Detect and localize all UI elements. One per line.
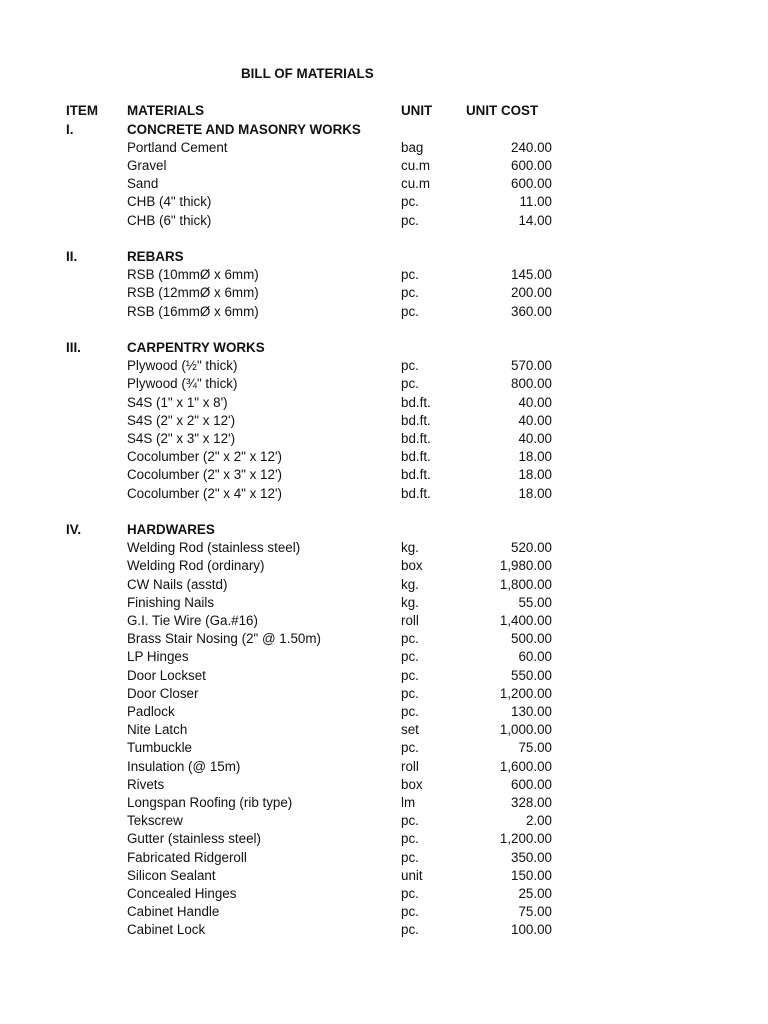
material-name: Gravel xyxy=(127,157,167,173)
material-name: Plywood (¾" thick) xyxy=(127,376,238,392)
material-name: Door Closer xyxy=(127,685,199,701)
material-name: RSB (12mmØ x 6mm) xyxy=(127,285,259,301)
material-name: Finishing Nails xyxy=(127,594,215,610)
material-unit: pc. xyxy=(401,303,419,319)
page-title: BILL OF MATERIALS xyxy=(241,66,374,81)
table-row xyxy=(0,430,768,448)
material-unit-cost: 360.00 xyxy=(511,303,552,319)
material-unit-cost: 240.00 xyxy=(511,139,552,155)
table-row xyxy=(0,630,768,648)
material-unit-cost: 200.00 xyxy=(511,285,552,301)
material-unit: unit xyxy=(401,867,423,883)
material-unit: pc. xyxy=(401,703,419,719)
material-name: Cocolumber (2" x 2" x 12') xyxy=(127,449,282,465)
table-row xyxy=(0,557,768,575)
material-unit: roll xyxy=(401,758,419,774)
material-unit: pc. xyxy=(401,631,419,647)
table-row xyxy=(0,157,768,175)
material-unit-cost: 150.00 xyxy=(511,867,552,883)
table-row xyxy=(0,648,768,666)
material-name: G.I. Tie Wire (Ga.#16) xyxy=(127,612,258,628)
material-unit: pc. xyxy=(401,667,419,683)
table-row xyxy=(0,466,768,484)
material-unit-cost: 500.00 xyxy=(511,631,552,647)
material-name: Cabinet Lock xyxy=(127,922,206,938)
table-row xyxy=(0,667,768,685)
section-name: REBARS xyxy=(127,248,184,264)
material-name: Cabinet Handle xyxy=(127,904,220,920)
table-row xyxy=(0,594,768,612)
material-unit-cost: 1,200.00 xyxy=(499,685,552,701)
material-unit: pc. xyxy=(401,740,419,756)
material-unit-cost: 1,200.00 xyxy=(499,831,552,847)
material-name: Tekscrew xyxy=(127,813,183,829)
material-name: S4S (2" x 3" x 12') xyxy=(127,430,236,446)
material-unit: pc. xyxy=(401,904,419,920)
table-row xyxy=(0,685,768,703)
table-row xyxy=(0,284,768,302)
material-unit-cost: 145.00 xyxy=(511,267,552,283)
material-name: Portland Cement xyxy=(127,139,228,155)
material-unit-cost: 40.00 xyxy=(518,412,552,428)
material-unit: pc. xyxy=(401,831,419,847)
material-unit-cost: 1,000.00 xyxy=(499,722,552,738)
section-numeral: IV. xyxy=(66,521,82,537)
header-materials: MATERIALS xyxy=(127,103,205,118)
material-name: Sand xyxy=(127,176,159,192)
header-item: ITEM xyxy=(66,103,98,118)
material-name: S4S (1" x 1" x 8') xyxy=(127,394,228,410)
material-unit: pc. xyxy=(401,212,419,228)
section-heading-row xyxy=(0,121,768,139)
material-name: CHB (4" thick) xyxy=(127,194,212,210)
table-row xyxy=(0,739,768,757)
material-unit: pc. xyxy=(401,885,419,901)
table-row xyxy=(0,849,768,867)
material-unit-cost: 14.00 xyxy=(518,212,552,228)
material-unit-cost: 1,800.00 xyxy=(499,576,552,592)
section-name: HARDWARES xyxy=(127,521,215,537)
material-unit-cost: 600.00 xyxy=(511,157,552,173)
material-name: Silicon Sealant xyxy=(127,867,216,883)
table-row xyxy=(0,830,768,848)
material-unit: box xyxy=(401,558,423,574)
material-unit-cost: 11.00 xyxy=(519,194,552,210)
section-name: CARPENTRY WORKS xyxy=(127,339,265,355)
material-name: Welding Rod (stainless steel) xyxy=(127,540,301,556)
material-unit-cost: 350.00 xyxy=(511,849,552,865)
table-row xyxy=(0,485,768,503)
table-row xyxy=(0,139,768,157)
material-name: Door Lockset xyxy=(127,667,206,683)
material-name: Insulation (@ 15m) xyxy=(127,758,241,774)
table-row xyxy=(0,703,768,721)
table-row xyxy=(0,921,768,939)
material-unit: pc. xyxy=(401,813,419,829)
material-unit-cost: 75.00 xyxy=(518,904,552,920)
material-unit-cost: 18.00 xyxy=(518,467,552,483)
material-unit-cost: 1,600.00 xyxy=(499,758,552,774)
material-unit: box xyxy=(401,776,423,792)
section-heading-row xyxy=(0,339,768,357)
material-unit-cost: 18.00 xyxy=(518,449,552,465)
section-heading-row xyxy=(0,521,768,539)
table-row xyxy=(0,212,768,230)
material-unit-cost: 800.00 xyxy=(511,376,552,392)
material-unit-cost: 55.00 xyxy=(518,594,552,610)
material-unit: bd.ft. xyxy=(401,449,431,465)
material-unit-cost: 130.00 xyxy=(511,703,552,719)
material-unit: lm xyxy=(401,794,416,810)
material-unit-cost: 60.00 xyxy=(518,649,552,665)
table-row xyxy=(0,721,768,739)
table-row xyxy=(0,412,768,430)
material-unit: pc. xyxy=(401,922,419,938)
material-unit-cost: 40.00 xyxy=(518,430,552,446)
material-unit-cost: 328.00 xyxy=(511,794,552,810)
material-name: Gutter (stainless steel) xyxy=(127,831,261,847)
table-row xyxy=(0,357,768,375)
section-heading-row xyxy=(0,248,768,266)
material-unit: bd.ft. xyxy=(401,485,431,501)
material-unit: roll xyxy=(401,612,419,628)
material-name: Welding Rod (ordinary) xyxy=(127,558,265,574)
material-unit-cost: 2.00 xyxy=(525,813,552,829)
material-unit: set xyxy=(401,722,419,738)
table-row xyxy=(0,448,768,466)
material-name: Nite Latch xyxy=(127,722,188,738)
table-header-row xyxy=(0,102,768,120)
material-unit-cost: 570.00 xyxy=(511,358,552,374)
table-row xyxy=(0,885,768,903)
material-name: Tumbuckle xyxy=(127,740,192,756)
table-row xyxy=(0,394,768,412)
table-row xyxy=(0,303,768,321)
section-numeral: II. xyxy=(66,248,78,264)
table-row xyxy=(0,776,768,794)
material-unit: kg. xyxy=(401,540,419,556)
header-unit-cost: UNIT COST xyxy=(466,103,539,118)
header-unit: UNIT xyxy=(401,103,433,118)
table-row xyxy=(0,375,768,393)
section-name: CONCRETE AND MASONRY WORKS xyxy=(127,121,361,137)
material-unit: bd.ft. xyxy=(401,430,431,446)
material-unit-cost: 550.00 xyxy=(511,667,552,683)
material-unit-cost: 600.00 xyxy=(511,176,552,192)
material-name: Rivets xyxy=(127,776,165,792)
material-name: CHB (6" thick) xyxy=(127,212,212,228)
material-unit: pc. xyxy=(401,267,419,283)
material-unit-cost: 600.00 xyxy=(511,776,552,792)
table-row xyxy=(0,539,768,557)
material-name: Cocolumber (2" x 3" x 12') xyxy=(127,467,282,483)
table-row xyxy=(0,794,768,812)
table-row xyxy=(0,266,768,284)
material-name: LP Hinges xyxy=(127,649,189,665)
material-unit: kg. xyxy=(401,594,419,610)
material-name: RSB (16mmØ x 6mm) xyxy=(127,303,259,319)
section-numeral: III. xyxy=(66,339,81,355)
material-name: Concealed Hinges xyxy=(127,885,237,901)
material-unit-cost: 1,400.00 xyxy=(499,612,552,628)
material-unit-cost: 25.00 xyxy=(518,885,552,901)
material-unit: cu.m xyxy=(401,176,431,192)
material-name: Brass Stair Nosing (2" @ 1.50m) xyxy=(127,631,321,647)
material-name: CW Nails (asstd) xyxy=(127,576,228,592)
material-name: RSB (10mmØ x 6mm) xyxy=(127,267,259,283)
material-unit: pc. xyxy=(401,358,419,374)
material-name: Padlock xyxy=(127,703,175,719)
material-unit: bd.ft. xyxy=(401,467,431,483)
material-name: Cocolumber (2" x 4" x 12') xyxy=(127,485,282,501)
material-unit: bag xyxy=(401,139,424,155)
material-unit: bd.ft. xyxy=(401,412,431,428)
material-unit: pc. xyxy=(401,285,419,301)
material-unit: bd.ft. xyxy=(401,394,431,410)
material-unit-cost: 75.00 xyxy=(518,740,552,756)
table-row xyxy=(0,576,768,594)
material-unit: pc. xyxy=(401,194,419,210)
material-unit-cost: 100.00 xyxy=(511,922,552,938)
table-row xyxy=(0,175,768,193)
material-unit-cost: 40.00 xyxy=(518,394,552,410)
material-unit: pc. xyxy=(401,649,419,665)
table-row xyxy=(0,812,768,830)
material-unit-cost: 18.00 xyxy=(518,485,552,501)
material-unit: kg. xyxy=(401,576,419,592)
table-row xyxy=(0,758,768,776)
section-numeral: I. xyxy=(66,121,74,137)
material-name: Longspan Roofing (rib type) xyxy=(127,794,293,810)
table-row xyxy=(0,903,768,921)
material-unit: pc. xyxy=(401,685,419,701)
material-unit-cost: 1,980.00 xyxy=(499,558,552,574)
material-name: S4S (2" x 2" x 12') xyxy=(127,412,236,428)
material-unit-cost: 520.00 xyxy=(511,540,552,556)
material-name: Plywood (½" thick) xyxy=(127,358,238,374)
table-row xyxy=(0,193,768,211)
material-unit: pc. xyxy=(401,376,419,392)
table-row xyxy=(0,867,768,885)
table-row xyxy=(0,612,768,630)
material-name: Fabricated Ridgeroll xyxy=(127,849,247,865)
material-unit: cu.m xyxy=(401,157,431,173)
material-unit: pc. xyxy=(401,849,419,865)
